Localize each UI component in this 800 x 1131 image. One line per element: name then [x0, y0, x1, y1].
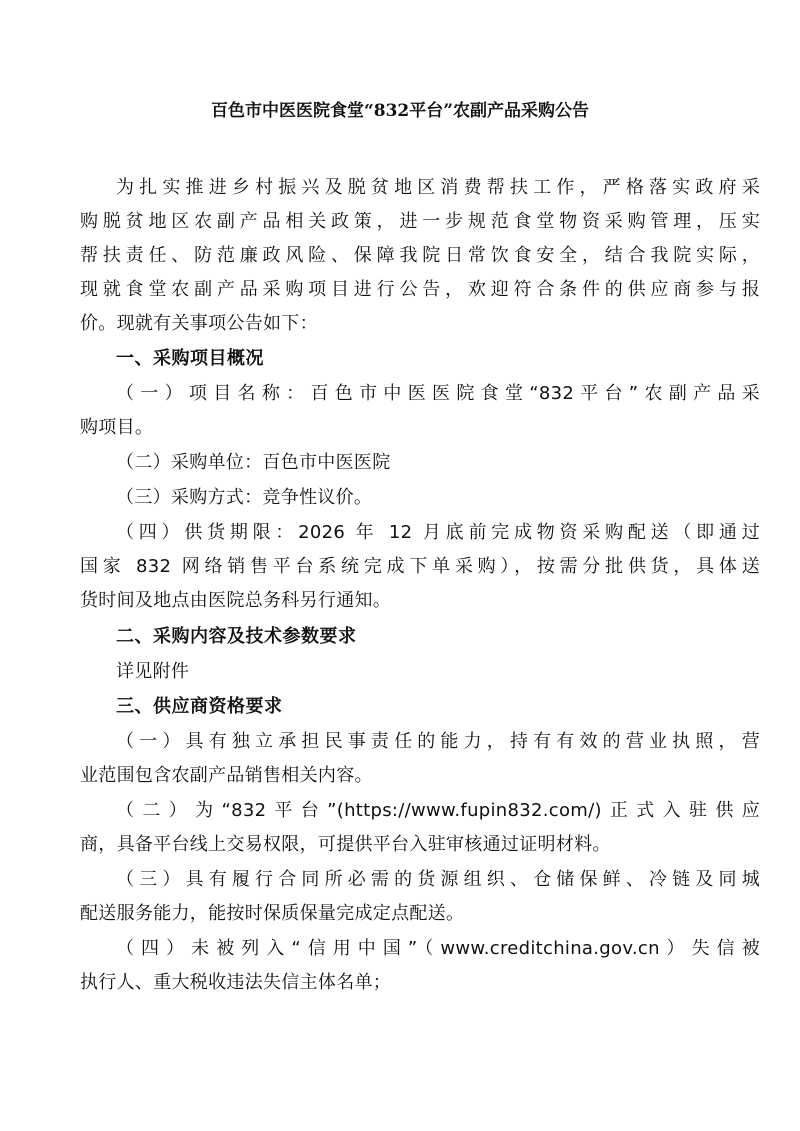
section-1-heading: 一、采购项目概况 [116, 348, 264, 369]
section-1-item-3: （三）采购方式：竞争性议价。 [116, 487, 373, 508]
section-3-item-1-line-2: 业范围包含农副产品销售相关内容。 [80, 765, 373, 786]
section-3-item-2-line-1: （二）为“832平台”(https://www.fupin832.com/)正式入驻供应 [116, 800, 760, 821]
section-1-item-4-line-1: （四）供货期限：2026 年 12 月底前完成物资采购配送（即通过 [116, 522, 760, 543]
intro-line-1: 为扎实推进乡村振兴及脱贫地区消费帮扶工作，严格落实政府采 [116, 177, 760, 198]
intro-line-4: 现就食堂农副产品采购项目进行公告，欢迎符合条件的供应商参与报 [80, 279, 760, 300]
intro-line-2: 购脱贫地区农副产品相关政策，进一步规范食堂物资采购管理，压实 [80, 211, 760, 232]
section-3-item-4-line-2: 执行人、重大税收违法失信主体名单； [80, 972, 392, 993]
section-3-item-3-line-2: 配送服务能力，能按时保质保量完成定点配送。 [80, 903, 465, 924]
intro-line-5: 价。现就有关事项公告如下： [80, 313, 318, 334]
section-3-item-1-line-1: （一）具有独立承担民事责任的能力，持有有效的营业执照，营 [116, 731, 760, 752]
section-3-item-3-line-1: （三）具有履行合同所必需的货源组织、仓储保鲜、冷链及同城 [116, 869, 760, 890]
section-1-item-4-line-2: 国家 832 网络销售平台系统完成下单采购），按需分批供货，具体送 [80, 556, 760, 577]
section-2-heading: 二、采购内容及技术参数要求 [116, 626, 357, 647]
section-1-item-1-line-1: （一）项目名称：百色市中医医院食堂“832平台”农副产品采 [116, 383, 760, 404]
section-1-item-4-line-3: 货时间及地点由医院总务科另行通知。 [80, 590, 392, 611]
document-title: 百色市中医医院食堂“832平台”农副产品采购公告 [210, 101, 590, 121]
section-3-item-2-line-2: 商，具备平台线上交易权限，可提供平台入驻审核通过证明材料。 [80, 834, 611, 855]
section-3-item-4-line-1: （四）未被列入“信用中国”（www.creditchina.gov.cn）失信被 [116, 938, 760, 959]
section-1-item-2: （二）采购单位：百色市中医医院 [116, 452, 391, 473]
intro-line-3: 帮扶责任、防范廉政风险、保障我院日常饮食安全，结合我院实际， [80, 245, 760, 266]
section-2-body: 详见附件 [116, 661, 190, 682]
section-1-item-1-line-2: 购项目。 [80, 417, 154, 438]
section-3-heading: 三、供应商资格要求 [116, 696, 283, 717]
